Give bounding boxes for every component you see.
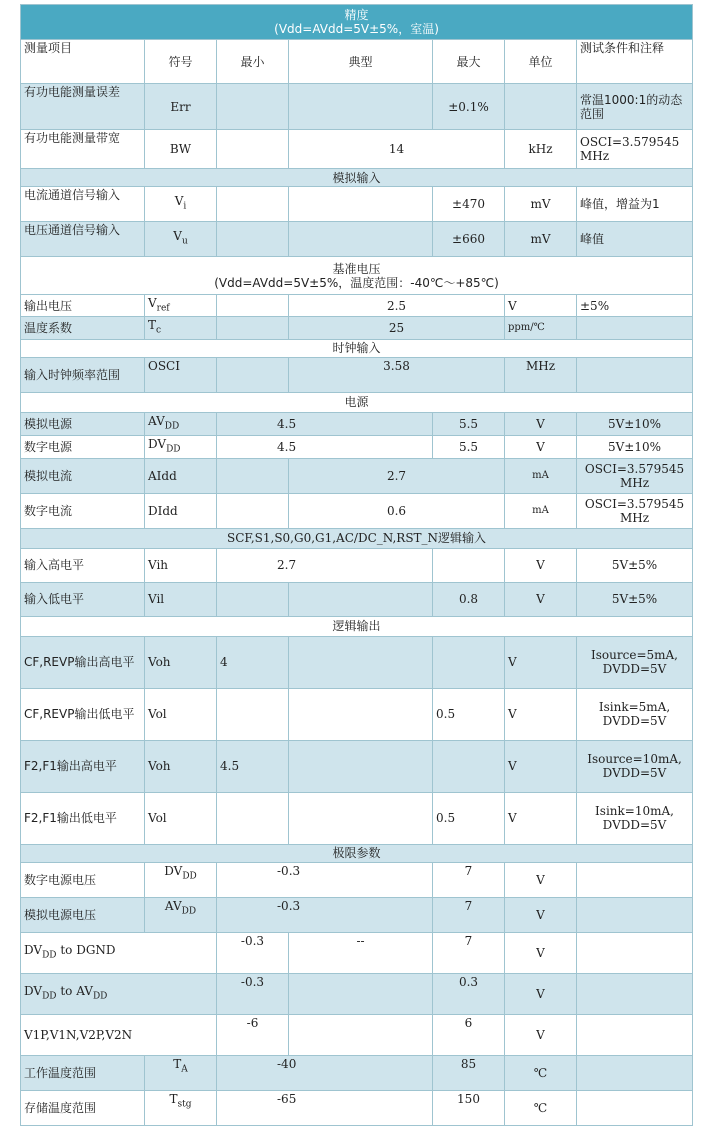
row-name: CF,REVP输出低电平	[21, 688, 145, 740]
row-symbol: Vil	[145, 582, 217, 616]
row-typ	[289, 636, 433, 688]
row-max: 150	[433, 1090, 505, 1125]
row-min: -0.3	[217, 862, 433, 897]
row-unit: V	[505, 740, 577, 792]
row-note: 常温1000:1的动态范围	[577, 84, 693, 130]
row-name: 温度系数	[21, 317, 145, 339]
section-row	[21, 392, 693, 412]
row-unit: ℃	[505, 1090, 577, 1125]
row-note	[577, 317, 693, 339]
row-name: $DV_{DD}$ to DGND	[21, 932, 217, 973]
row-name: 模拟电源	[21, 412, 145, 435]
row-max: 7	[433, 862, 505, 897]
row-typ: 0.6	[289, 493, 505, 528]
section-row	[21, 169, 693, 187]
row-min: -0.3	[217, 973, 289, 1014]
table-row	[21, 792, 693, 844]
row-typ	[289, 222, 433, 257]
row-max	[433, 740, 505, 792]
col-header-typ: 典型	[289, 40, 433, 84]
row-name: 数字电源	[21, 435, 145, 458]
table-row	[21, 458, 693, 493]
col-header-unit: 单位	[505, 40, 577, 84]
row-unit: V	[505, 897, 577, 932]
row-min: 4.5	[217, 435, 433, 458]
row-note: Isink=10mA, DVDD=5V	[577, 792, 693, 844]
table-row	[21, 973, 693, 1014]
row-symbol: $T_c$	[145, 317, 217, 339]
table-row	[21, 187, 693, 222]
row-unit: ℃	[505, 1055, 577, 1090]
row-symbol: $V_i$	[145, 187, 217, 222]
row-typ: 2.7	[289, 458, 505, 493]
row-max: 7	[433, 897, 505, 932]
row-symbol: $T_{stg}$	[145, 1090, 217, 1125]
row-max: 0.5	[433, 688, 505, 740]
precision-title: 精度	[344, 8, 369, 22]
section-row	[21, 528, 693, 548]
table-row	[21, 932, 693, 973]
row-symbol: DIdd	[145, 493, 217, 528]
row-name: 电压通道信号输入	[21, 222, 145, 257]
table-row	[21, 862, 693, 897]
row-symbol: $DV_{DD}$	[145, 862, 217, 897]
row-symbol: AIdd	[145, 458, 217, 493]
row-note	[577, 1014, 693, 1055]
row-typ	[289, 582, 433, 616]
row-typ	[289, 688, 433, 740]
row-max	[433, 548, 505, 582]
row-note: 峰值	[577, 222, 693, 257]
row-name: 工作温度范围	[21, 1055, 145, 1090]
row-min: -0.3	[217, 897, 433, 932]
row-note: OSCI=3.579545MHz	[577, 458, 693, 493]
row-unit: mV	[505, 222, 577, 257]
row-name: 有功电能测量带宽	[21, 130, 145, 169]
spec-table	[20, 4, 693, 1126]
row-name: 存储温度范围	[21, 1090, 145, 1125]
row-max: 5.5	[433, 412, 505, 435]
row-min	[217, 295, 289, 317]
row-unit: ppm/℃	[505, 317, 577, 339]
row-max: 0.5	[433, 792, 505, 844]
section-title-logic-output: 逻辑输出	[21, 616, 693, 636]
section-title-limits: 极限参数	[21, 844, 693, 862]
row-unit: V	[505, 582, 577, 616]
row-note: Isource=5mA, DVDD=5V	[577, 636, 693, 688]
row-min	[217, 357, 289, 392]
reference-title: 基准电压	[332, 261, 381, 276]
table-row	[21, 740, 693, 792]
row-note	[577, 862, 693, 897]
table-row	[21, 1014, 693, 1055]
row-symbol: $V_u$	[145, 222, 217, 257]
row-max: 85	[433, 1055, 505, 1090]
table-row	[21, 636, 693, 688]
table-row	[21, 688, 693, 740]
row-note: OSCI=3.579545MHz	[577, 130, 693, 169]
row-note	[577, 932, 693, 973]
row-name: 有功电能测量误差	[21, 84, 145, 130]
row-note: Isource=10mA, DVDD=5V	[577, 740, 693, 792]
row-typ	[289, 740, 433, 792]
row-unit: V	[505, 548, 577, 582]
row-note: 5V±10%	[577, 435, 693, 458]
row-name: 数字电源电压	[21, 862, 145, 897]
row-symbol: Err	[145, 84, 217, 130]
row-min: 4	[217, 636, 289, 688]
col-header-item: 测量项目	[21, 40, 145, 84]
col-header-symbol: 符号	[145, 40, 217, 84]
row-min	[217, 582, 289, 616]
table-row	[21, 1055, 693, 1090]
row-min: 4.5	[217, 412, 433, 435]
row-name: F2,F1输出高电平	[21, 740, 145, 792]
row-unit: V	[505, 792, 577, 844]
row-note: 5V±10%	[577, 412, 693, 435]
row-min	[217, 222, 289, 257]
section-row	[21, 616, 693, 636]
row-unit: MHz	[505, 357, 577, 392]
precision-subtitle: (Vdd=AVdd=5V±5%，室温)	[274, 22, 439, 36]
section-row	[21, 257, 693, 295]
row-min	[217, 458, 289, 493]
row-max: ±660	[433, 222, 505, 257]
row-note: 峰值，增益为1	[577, 187, 693, 222]
row-note	[577, 1055, 693, 1090]
col-header-note: 测试条件和注释	[577, 40, 693, 84]
row-unit	[505, 84, 577, 130]
row-unit: V	[505, 412, 577, 435]
row-min: -6	[217, 1014, 289, 1055]
section-row	[21, 844, 693, 862]
row-unit: V	[505, 636, 577, 688]
col-header-min: 最小	[217, 40, 289, 84]
table-row	[21, 582, 693, 616]
precision-header	[21, 5, 693, 40]
table-row	[21, 493, 693, 528]
row-unit: mA	[505, 458, 577, 493]
row-name: 电流通道信号输入	[21, 187, 145, 222]
row-symbol: Vih	[145, 548, 217, 582]
row-symbol: BW	[145, 130, 217, 169]
row-max: ±470	[433, 187, 505, 222]
row-name: 输入高电平	[21, 548, 145, 582]
reference-subtitle: (Vdd=AVdd=5V±5%，温度范围：-40℃～+85℃)	[214, 275, 499, 290]
row-unit: V	[505, 973, 577, 1014]
row-name: $DV_{DD}$ to $AV_{DD}$	[21, 973, 217, 1014]
row-typ	[289, 792, 433, 844]
section-title-clock: 时钟输入	[21, 339, 693, 357]
row-symbol: $AV_{DD}$	[145, 412, 217, 435]
row-symbol: Voh	[145, 740, 217, 792]
row-max: 5.5	[433, 435, 505, 458]
row-symbol: Vol	[145, 688, 217, 740]
row-name: 输入低电平	[21, 582, 145, 616]
row-name: 模拟电流	[21, 458, 145, 493]
row-name: 输出电压	[21, 295, 145, 317]
row-max	[433, 636, 505, 688]
table-row	[21, 317, 693, 339]
row-unit: V	[505, 932, 577, 973]
row-min: -0.3	[217, 932, 289, 973]
row-min	[217, 792, 289, 844]
table-row	[21, 1090, 693, 1125]
row-unit: V	[505, 1014, 577, 1055]
row-note	[577, 897, 693, 932]
row-min: -40	[217, 1055, 433, 1090]
row-min	[217, 317, 289, 339]
row-note	[577, 357, 693, 392]
row-symbol: $AV_{DD}$	[145, 897, 217, 932]
row-name: V1P,V1N,V2P,V2N	[21, 1014, 217, 1055]
row-min: 4.5	[217, 740, 289, 792]
table-row	[21, 130, 693, 169]
table-row	[21, 295, 693, 317]
row-symbol: $T_A$	[145, 1055, 217, 1090]
row-name: 模拟电源电压	[21, 897, 145, 932]
row-max: 7	[433, 932, 505, 973]
row-unit: mA	[505, 493, 577, 528]
section-title-power: 电源	[21, 392, 693, 412]
table-row	[21, 897, 693, 932]
row-unit: V	[505, 435, 577, 458]
row-note	[577, 973, 693, 1014]
row-note: OSCI=3.579545MHz	[577, 493, 693, 528]
row-typ	[289, 1014, 433, 1055]
row-max: ±0.1%	[433, 84, 505, 130]
row-name: CF,REVP输出高电平	[21, 636, 145, 688]
row-unit: V	[505, 862, 577, 897]
row-unit: mV	[505, 187, 577, 222]
section-row	[21, 339, 693, 357]
row-typ	[289, 973, 433, 1014]
row-name: 数字电流	[21, 493, 145, 528]
row-max: 0.8	[433, 582, 505, 616]
row-typ: 14	[289, 130, 505, 169]
row-typ: --	[289, 932, 433, 973]
table-row	[21, 412, 693, 435]
row-symbol: OSCI	[145, 357, 217, 392]
row-min	[217, 130, 289, 169]
table-row	[21, 435, 693, 458]
row-symbol: $V_{ref}$	[145, 295, 217, 317]
row-typ: 3.58	[289, 357, 505, 392]
row-min	[217, 84, 289, 130]
row-max: 6	[433, 1014, 505, 1055]
row-note: ±5%	[577, 295, 693, 317]
row-min	[217, 493, 289, 528]
row-note	[577, 1090, 693, 1125]
row-unit: V	[505, 295, 577, 317]
row-symbol: Vol	[145, 792, 217, 844]
row-typ	[289, 84, 433, 130]
precision-header-row	[21, 5, 693, 40]
table-row	[21, 222, 693, 257]
col-header-max: 最大	[433, 40, 505, 84]
row-note: Isink=5mA, DVDD=5V	[577, 688, 693, 740]
row-unit: V	[505, 688, 577, 740]
row-min: 2.7	[217, 548, 433, 582]
row-min	[217, 688, 289, 740]
row-min: -65	[217, 1090, 433, 1125]
row-typ: 2.5	[289, 295, 505, 317]
section-title-logic-input: SCF,S1,S0,G0,G1,AC/DC_N,RST_N逻辑输入	[21, 528, 693, 548]
table-row	[21, 548, 693, 582]
row-symbol: $DV_{DD}$	[145, 435, 217, 458]
section-title-analog-input: 模拟输入	[21, 169, 693, 187]
row-note: 5V±5%	[577, 548, 693, 582]
table-row	[21, 84, 693, 130]
column-header-row	[21, 40, 693, 84]
row-symbol: Voh	[145, 636, 217, 688]
row-unit: kHz	[505, 130, 577, 169]
row-max: 0.3	[433, 973, 505, 1014]
section-title-reference	[21, 257, 693, 295]
row-note: 5V±5%	[577, 582, 693, 616]
table-row	[21, 357, 693, 392]
row-name: F2,F1输出低电平	[21, 792, 145, 844]
row-typ: 25	[289, 317, 505, 339]
row-typ	[289, 187, 433, 222]
row-name: 输入时钟频率范围	[21, 357, 145, 392]
row-min	[217, 187, 289, 222]
